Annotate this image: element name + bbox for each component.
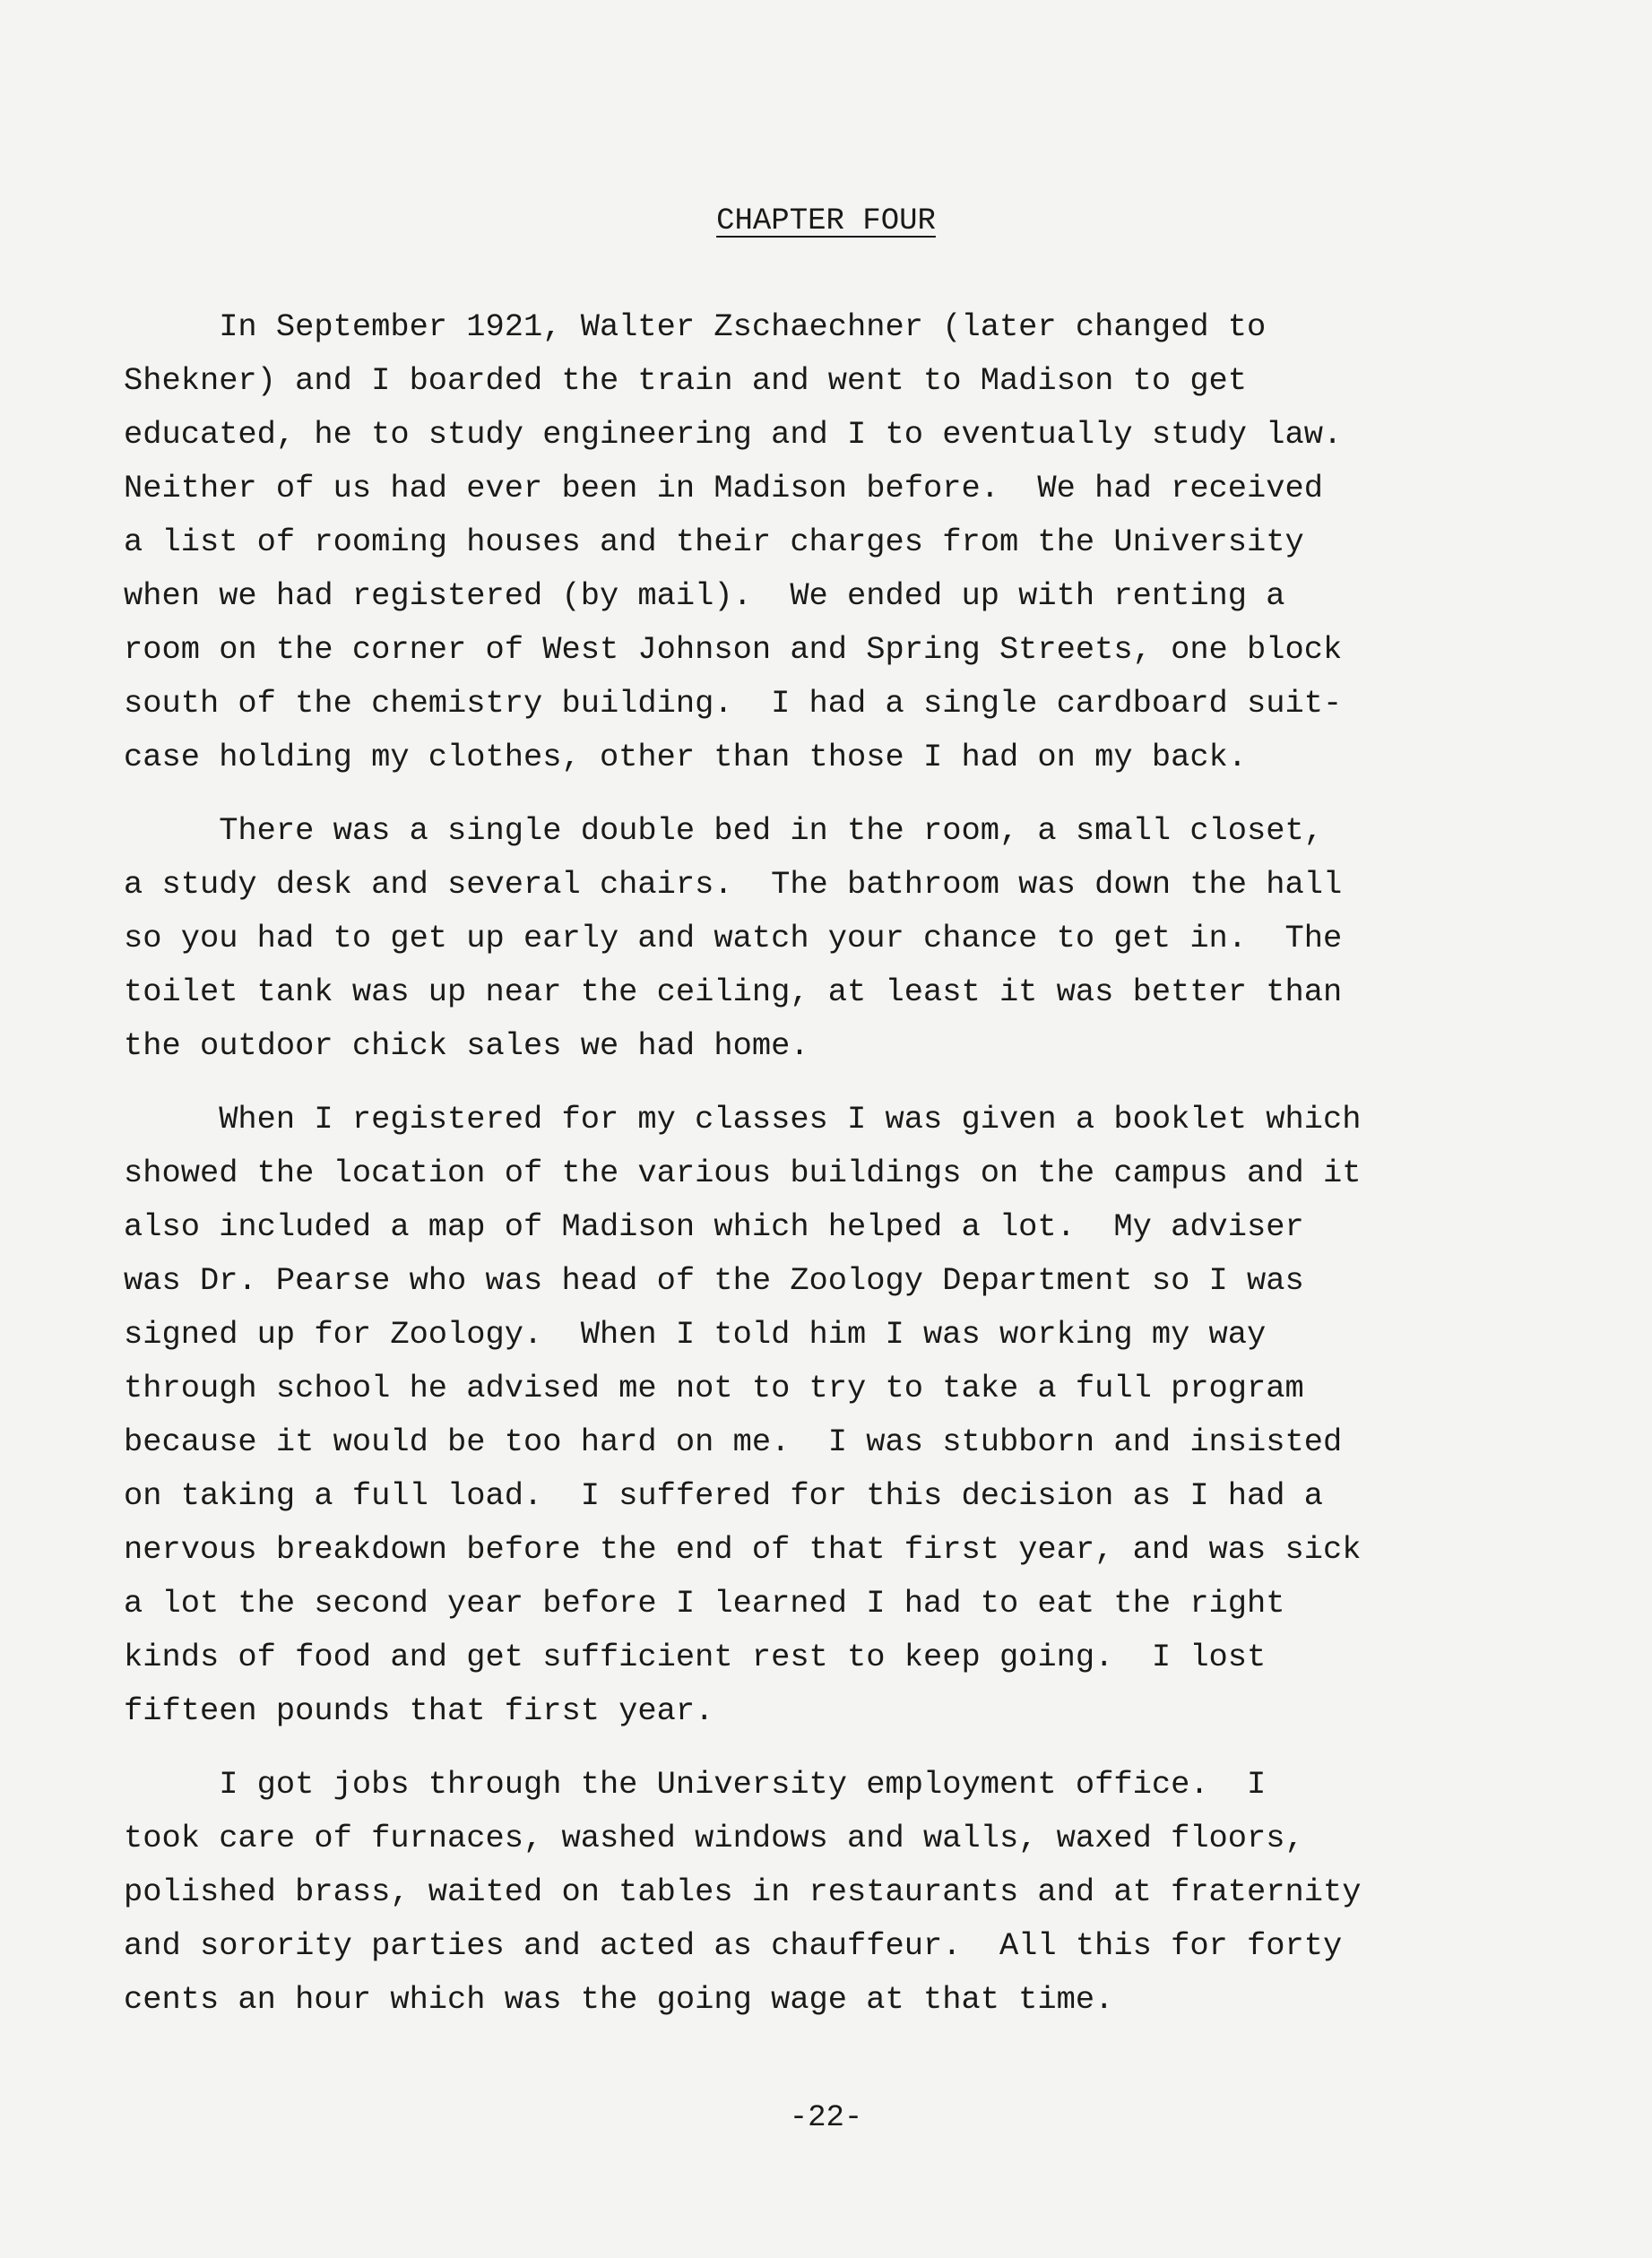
page-number: -22- bbox=[789, 2101, 863, 2135]
text-line: south of the chemistry building. I had a single cardboard suit- bbox=[124, 686, 1343, 722]
text-line: so you had to get up early and watch your chance to get in. The bbox=[124, 921, 1343, 956]
text-line: on taking a full load. I suffered for this decision as I had a bbox=[124, 1478, 1323, 1514]
text-line: cents an hour which was the going wage at that time. bbox=[124, 1982, 1114, 2018]
text-line: toilet tank was up near the ceiling, at least it was better than bbox=[124, 974, 1343, 1010]
text-line: There was a single double bed in the room, a small closet, bbox=[124, 813, 1323, 849]
text-line: I got jobs through the University employment office. I bbox=[124, 1767, 1267, 1803]
text-line: nervous breakdown before the end of that first year, and was sick bbox=[124, 1532, 1362, 1568]
text-line: and sorority parties and acted as chauffeur. All this for forty bbox=[124, 1928, 1343, 1964]
text-line: a lot the second year before I learned I had to eat the right bbox=[124, 1586, 1285, 1622]
text-line: kinds of food and get sufficient rest to keep going. I lost bbox=[124, 1639, 1267, 1675]
text-line: polished brass, waited on tables in restaurants and at fraternity bbox=[124, 1874, 1362, 1910]
text-line: also included a map of Madison which helped a lot. My adviser bbox=[124, 1209, 1304, 1245]
text-line: was Dr. Pearse who was head of the Zoology Department so I was bbox=[124, 1263, 1304, 1299]
text-line: When I registered for my classes I was given a booklet which bbox=[124, 1102, 1362, 1138]
text-line: a study desk and several chairs. The bathroom was down the hall bbox=[124, 867, 1343, 903]
text-line: Shekner) and I boarded the train and went to Madison to get bbox=[124, 363, 1248, 399]
text-line: room on the corner of West Johnson and Spring Streets, one block bbox=[124, 632, 1343, 668]
text-line: In September 1921, Walter Zschaechner (later changed to bbox=[124, 309, 1267, 345]
text-line: a list of rooming houses and their charges from the University bbox=[124, 524, 1304, 560]
text-line: Neither of us had ever been in Madison before. We had received bbox=[124, 471, 1323, 506]
text-line: when we had registered (by mail). We ended up with renting a bbox=[124, 578, 1285, 614]
text-line: signed up for Zoology. When I told him I was working my way bbox=[124, 1317, 1267, 1353]
text-line: showed the location of the various buildings on the campus and it bbox=[124, 1155, 1362, 1191]
chapter-title: CHAPTER FOUR bbox=[716, 204, 936, 238]
text-line: the outdoor chick sales we had home. bbox=[124, 1028, 809, 1064]
text-line: fifteen pounds that first year. bbox=[124, 1693, 714, 1729]
text-line: took care of furnaces, washed windows and walls, waxed floors, bbox=[124, 1821, 1304, 1856]
text-line: because it would be too hard on me. I was stubborn and insisted bbox=[124, 1424, 1343, 1460]
text-line: educated, he to study engineering and I to eventually study law. bbox=[124, 417, 1343, 453]
text-line: case holding my clothes, other than those I had on my back. bbox=[124, 740, 1248, 775]
text-line: through school he advised me not to try to take a full program bbox=[124, 1371, 1304, 1406]
